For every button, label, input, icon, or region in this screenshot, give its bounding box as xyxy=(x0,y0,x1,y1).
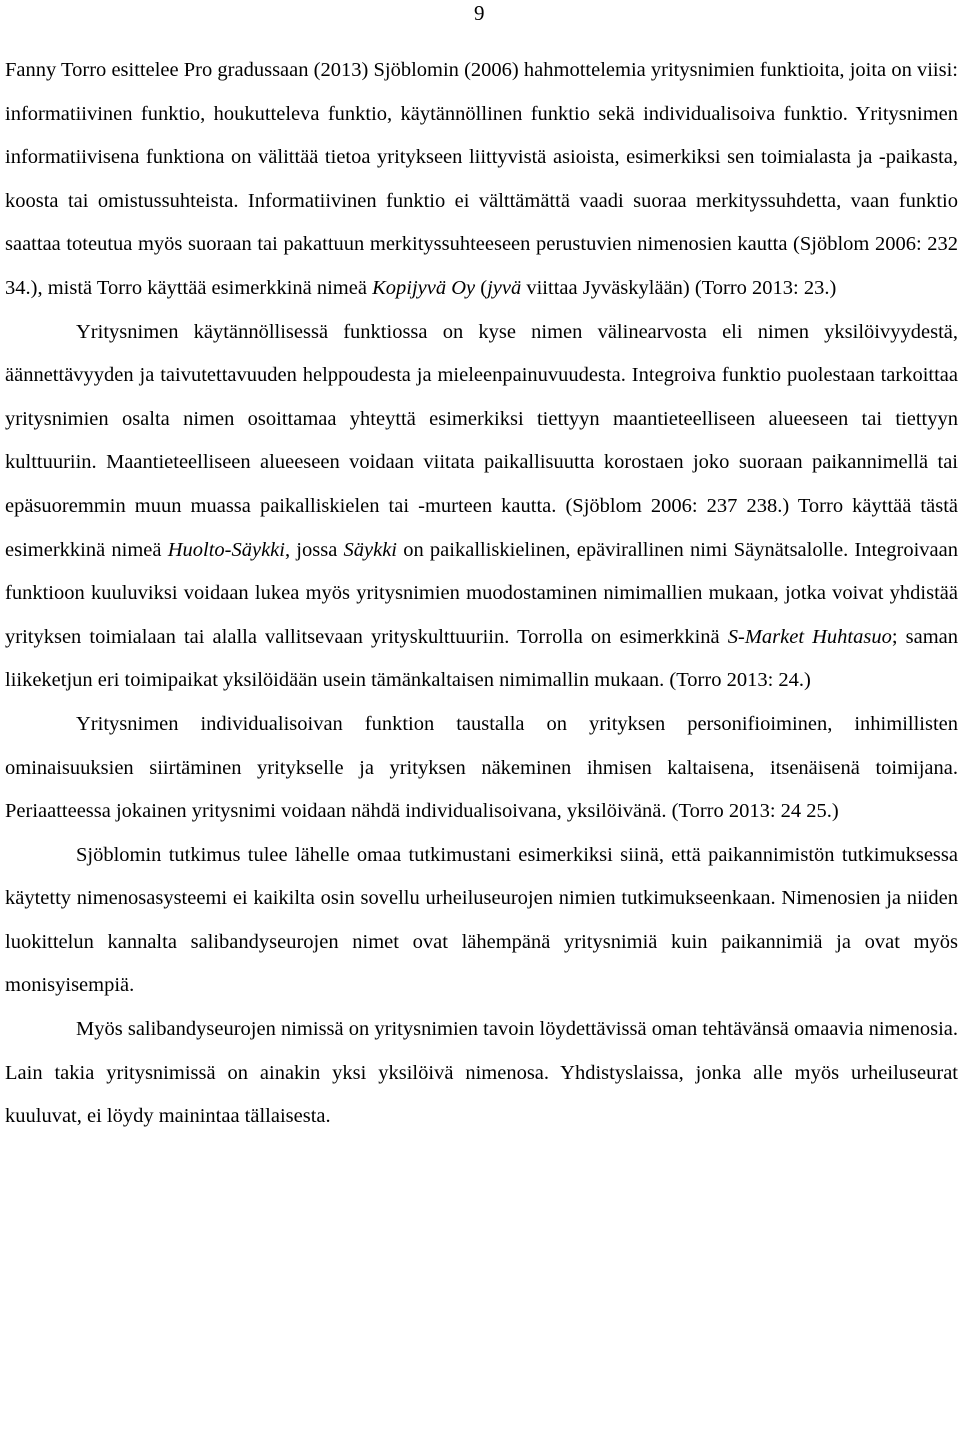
text-segment: ; saman liikeketjun eri toimipaikat yksilöidään usein tämänkaltaisen nimimallin mukaan. (Torro 2013: 24.) xyxy=(5,625,958,692)
paragraph xyxy=(5,1008,958,1139)
text-segment-italic: Kopijyvä Oy xyxy=(372,276,476,299)
text-segment-italic: Huolto-Säykki xyxy=(167,538,285,561)
text-segment: Fanny Torro esittelee Pro gradussaan (2013) Sjöblomin (2006) hahmottelemia yritysnimien funktioita, joita on viisi: informatiivinen funktio, houkutteleva funktio, käytännöllinen funktio sekä individualisoiva funktio. Yritysnimen informatiivisena funktiona on välittää tietoa yritykseen liittyvistä asioista, esimerkiksi sen toimialasta ja -paikasta, koosta tai omistussuhteista. Informatiivinen funktio ei välttämättä vaadi suoraa merkityssuhdetta, vaan funktio saattaa toteutua myös suoraan tai pakattuun merkityssuhteeseen perustuvien nimenosien kautta (Sjöblom 2006: 232 34.), mistä Torro käyttää esimerkkinä nimeä xyxy=(5,59,958,299)
text-segment: Sjöblomin tutkimus tulee lähelle omaa tutkimustani esimerkiksi siinä, että paikannimistön tutkimuksessa käytetty nimenosasysteemi ei kaikilta osin sovellu urheiluseurojen nimien tutkimukseenkaan. Nimenosien ja niiden luokittelun kannalta salibandyseurojen nimet ovat lähempänä yritysnimiä kuin paikannimiä ja ovat myös monisyisempiä. xyxy=(5,843,958,997)
text-segment: Yritysnimen käytännöllisessä funktiossa on kyse nimen välinearvosta eli nimen yksilöivyydestä, äännettävyyden ja taivutettavuuden helppoudesta ja mieleenpainuvuudesta. Integroiva funktio puolestaan tarkoittaa yritysnimien osalta nimen osoittamaa yhteyttä esimerkiksi tiettyyn maantieteelliseen alueeseen tai tiettyyn kulttuuriin. Maantieteelliseen alueeseen voidaan viitata paikallisuutta korostaen joko suoraan paikannimellä tai epäsuoremmin muun muassa paikalliskielen tai -murteen kautta. (Sjöblom 2006: 237 238.) Torro käyttää tästä esimerkkinä nimeä xyxy=(5,320,958,561)
text-segment: ( xyxy=(475,276,488,299)
paragraph xyxy=(5,49,958,311)
body-text xyxy=(5,49,958,1139)
paragraph xyxy=(5,703,958,834)
text-segment: Myös salibandyseurojen nimissä on yritysnimien tavoin löydettävissä oman tehtävänsä omaavia nimenosia. Lain takia yritysnimissä on ainakin yksi yksilöivä nimenosa. Yhdistyslaissa, jonka alle myös urheiluseurat kuuluvat, ei löydy mainintaa tällaisesta. xyxy=(5,1018,958,1128)
text-segment-italic: S-Market Huhtasuo xyxy=(727,625,892,648)
page-number: 9 xyxy=(474,1,485,25)
text-segment: viittaa Jyväskylään) (Torro 2013: 23.) xyxy=(521,276,837,299)
text-segment: Yritysnimen individualisoivan funktion taustalla on yrityksen personifioiminen, inhimillisten ominaisuuksien siirtäminen yritykselle ja yrityksen näkeminen ihmisen kaltaisena, itsenäisenä toimijana. Periaatteessa jokainen yritysnimi voidaan nähdä individualisoivana, yksilöivänä. (Torro 2013: 24 25.) xyxy=(5,712,958,823)
text-segment-italic: jyvä xyxy=(487,276,522,299)
text-segment: , jossa xyxy=(284,538,344,561)
text-segment: on paikalliskielinen, epävirallinen nimi Säynätsalolle. Integroivaan funktioon kuuluviksi voidaan lukea myös yritysnimien muodostaminen nimimallien mukaan, jotka voivat yhdistää yrityksen toimialaan tai alalla vallitsevaan yrityskulttuuriin. Torrolla on esimerkkinä xyxy=(5,538,959,648)
text-segment-italic: Säykki xyxy=(343,538,398,561)
paragraph xyxy=(5,311,958,703)
paragraph xyxy=(5,834,958,1008)
